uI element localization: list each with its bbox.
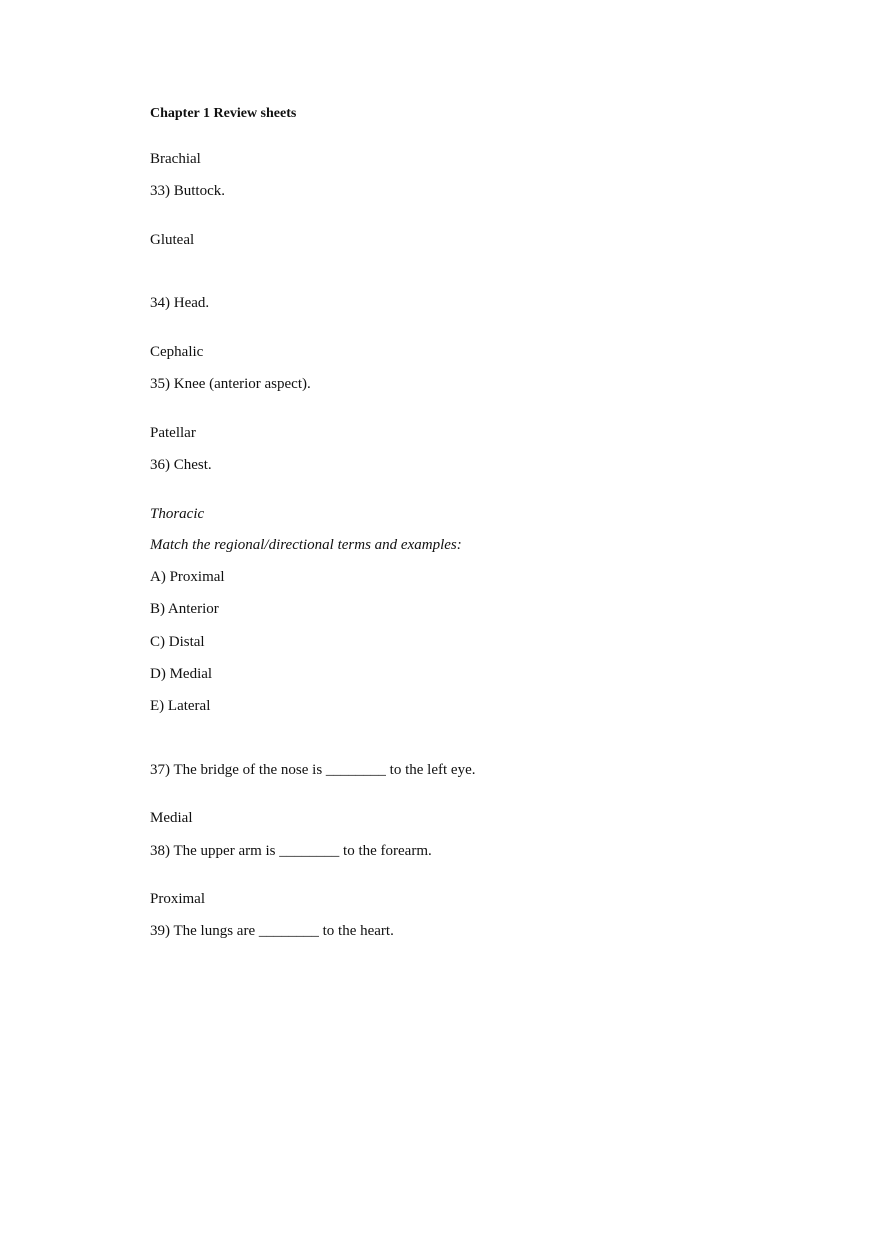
answer-line: Medial: [150, 810, 193, 826]
option-line: C) Distal: [150, 634, 205, 650]
option-line: E) Lateral: [150, 698, 211, 714]
question-line: 35) Knee (anterior aspect).: [150, 376, 311, 392]
option-line: D) Medial: [150, 666, 213, 682]
answer-line: Gluteal: [150, 232, 195, 248]
question-line: 36) Chest.: [150, 457, 212, 473]
matching-instructions: Match the regional/directional terms and examples:: [150, 537, 462, 553]
answer-line: Patellar: [150, 425, 196, 441]
answer-line: Thoracic: [150, 506, 205, 522]
question-line: 34) Head.: [150, 295, 210, 311]
answer-line: Brachial: [150, 151, 201, 167]
question-line: 39) The lungs are ________ to the heart.: [150, 923, 394, 939]
answer-line: Proximal: [150, 891, 205, 907]
document-title: Chapter 1 Review sheets: [150, 106, 297, 121]
question-line: 33) Buttock.: [150, 183, 225, 199]
option-line: B) Anterior: [150, 601, 219, 617]
question-line: 37) The bridge of the nose is ________ to the left eye.: [150, 762, 476, 778]
option-line: A) Proximal: [150, 569, 225, 585]
question-line: 38) The upper arm is ________ to the forearm.: [150, 843, 432, 859]
answer-line: Cephalic: [150, 344, 204, 360]
